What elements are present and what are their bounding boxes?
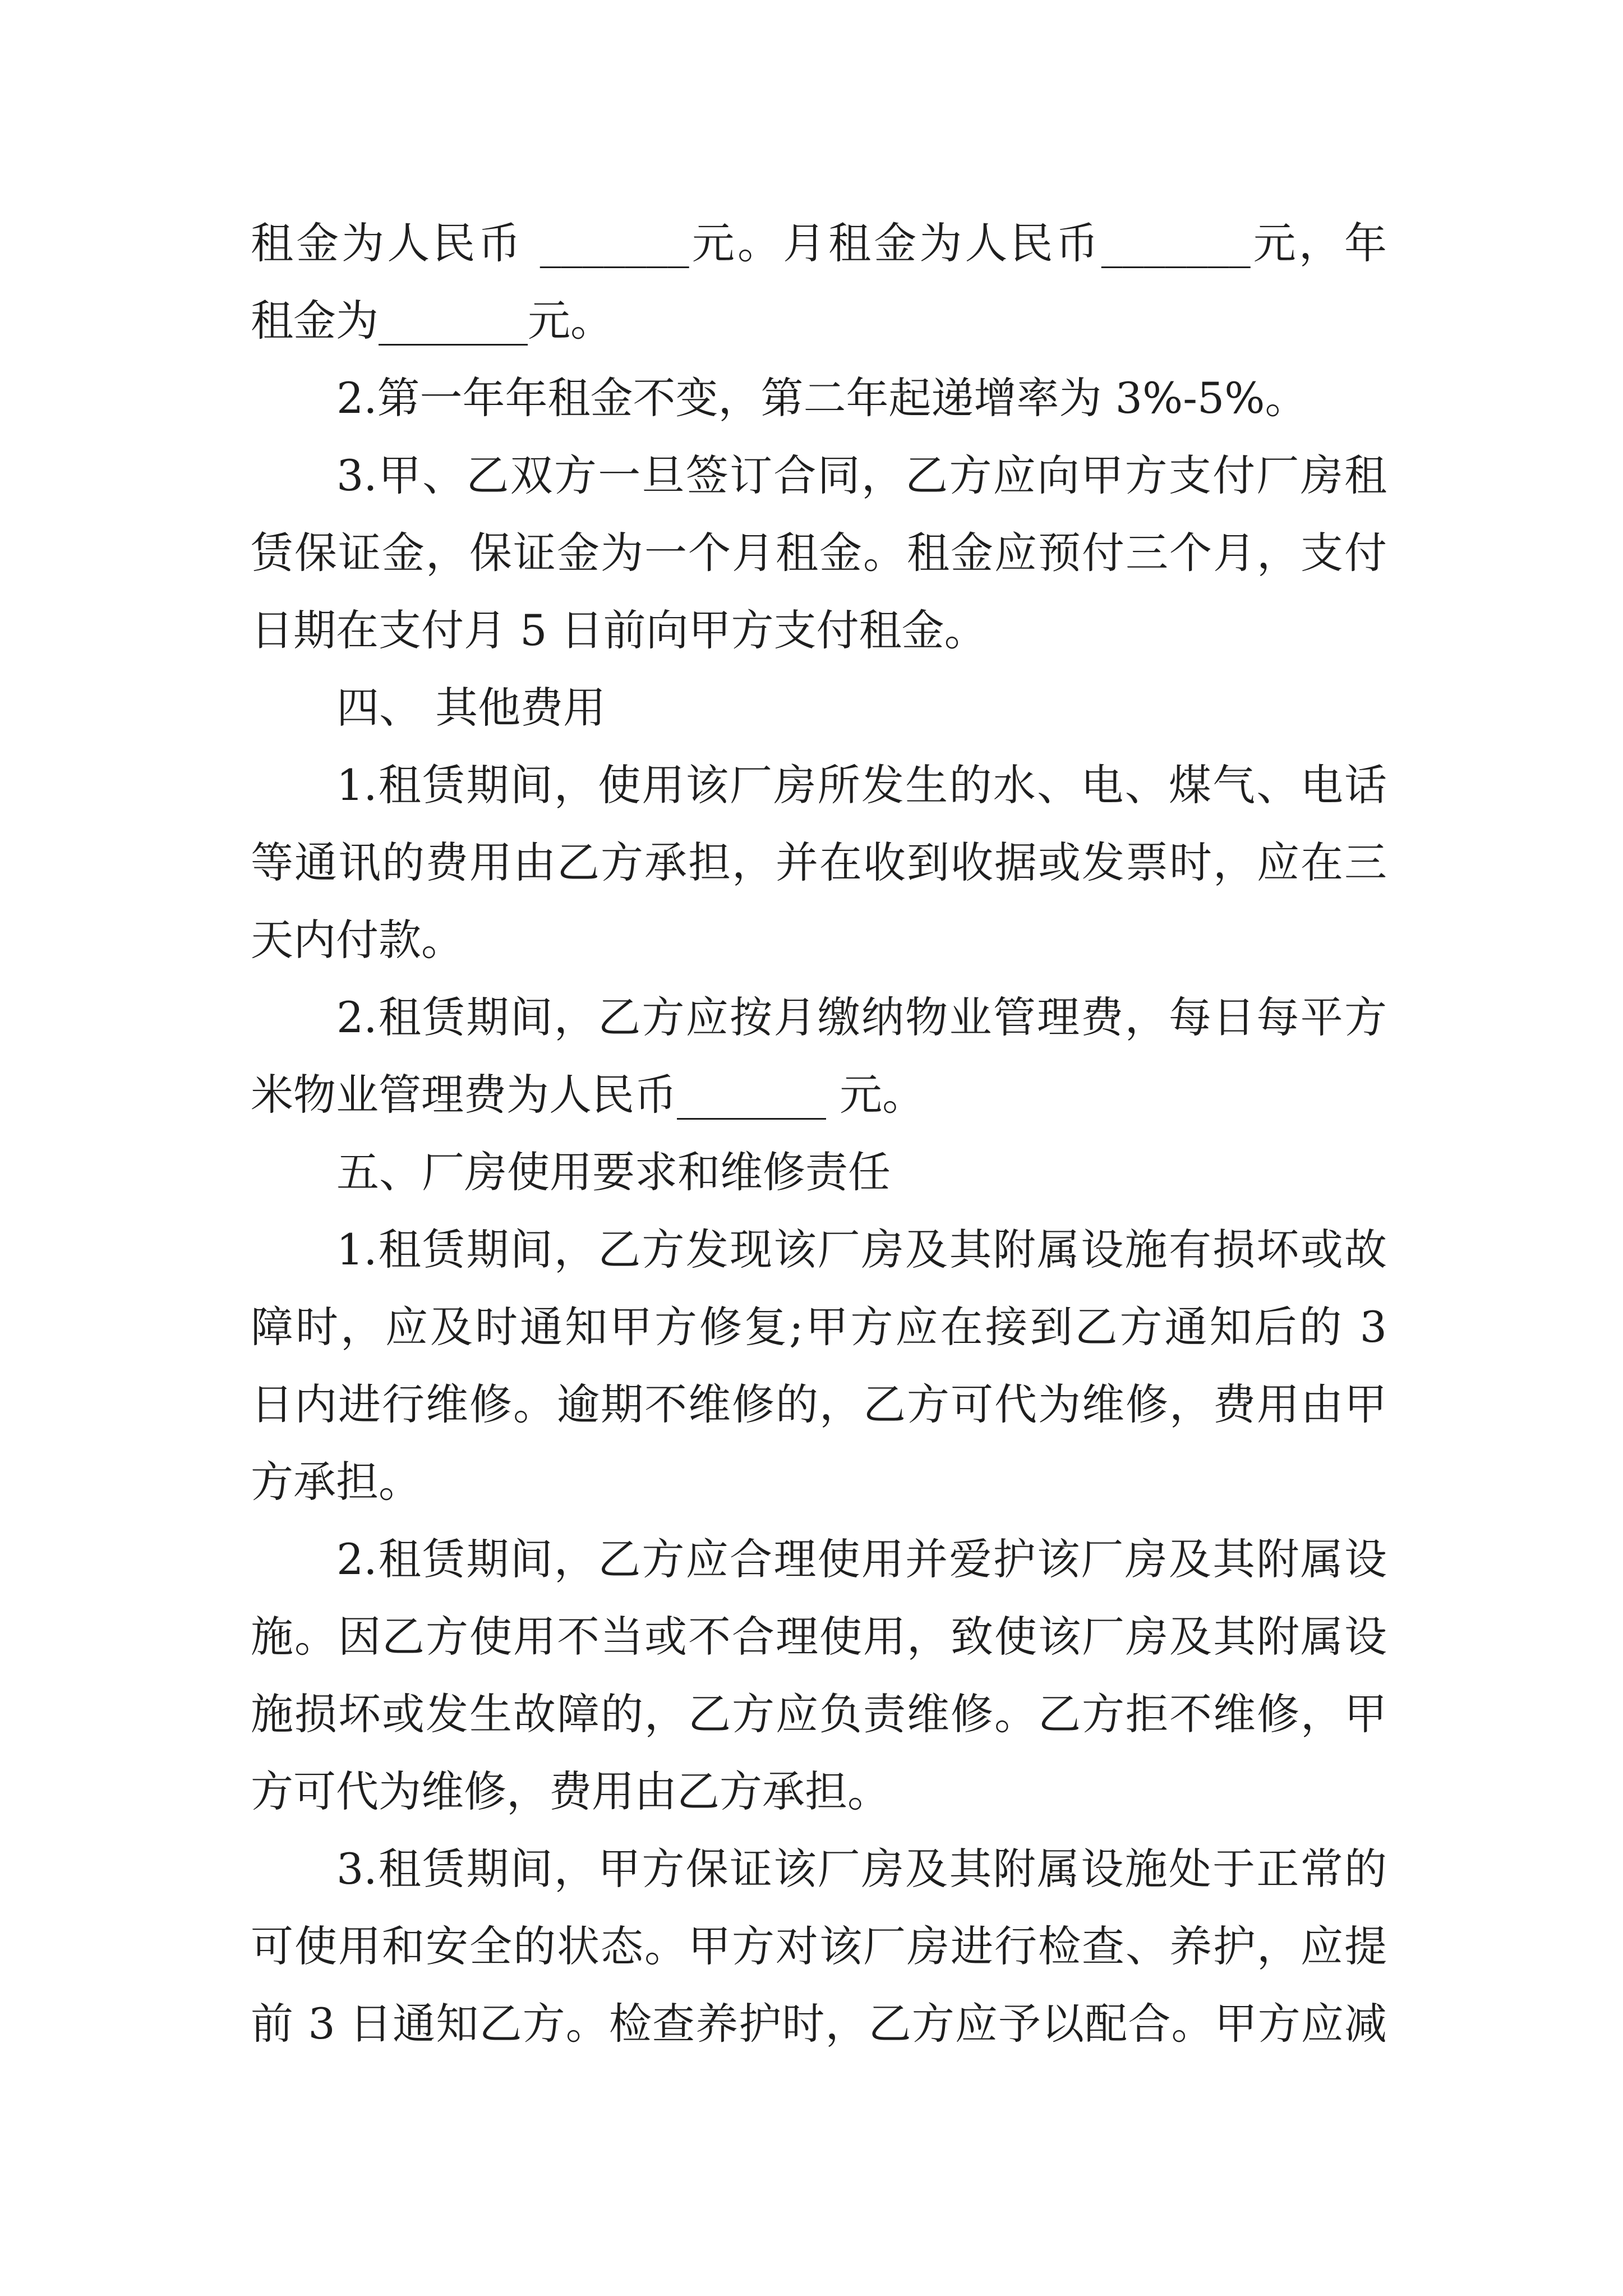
text-line: 1.租赁期间，使用该厂房所发生的水、电、煤气、电话	[336, 760, 1387, 810]
text-line: 施。因乙方使用不当或不合理使用，致使该厂房及其附属设	[251, 1612, 1387, 1662]
text-line: 租金为_______元。	[251, 296, 613, 346]
section-heading: 四、 其他费用	[336, 683, 606, 733]
text-line: 日内进行维修。逾期不维修的，乙方可代为维修，费用由甲	[251, 1379, 1387, 1429]
text-line: 2.租赁期间，乙方应合理使用并爱护该厂房及其附属设	[336, 1534, 1387, 1584]
text-line: 3.租赁期间，甲方保证该厂房及其附属设施处于正常的	[336, 1844, 1387, 1894]
text-line: 2.租赁期间，乙方应按月缴纳物业管理费，每日每平方	[336, 992, 1387, 1042]
text-line: 方可代为维修，费用由乙方承担。	[251, 1766, 890, 1816]
text-line: 租金为人民币 _______元。月租金为人民币_______元，年	[251, 218, 1387, 268]
text-line: 前 3 日通知乙方。检查养护时，乙方应予以配合。甲方应减	[251, 1999, 1387, 2049]
text-line: 1.租赁期间，乙方发现该厂房及其附属设施有损坏或故	[336, 1225, 1387, 1274]
text-line: 日期在支付月 5 日前向甲方支付租金。	[251, 605, 987, 655]
document-body	[251, 205, 1387, 2063]
text-line: 米物业管理费为人民币_______ 元。	[251, 1070, 925, 1120]
text-line: 天内付款。	[251, 915, 464, 965]
text-line: 可使用和安全的状态。甲方对该厂房进行检查、养护，应提	[251, 1921, 1387, 1971]
text-line: 方承担。	[251, 1457, 421, 1507]
text-line: 施损坏或发生故障的，乙方应负责维修。乙方拒不维修，甲	[251, 1689, 1387, 1739]
text-line: 3.甲、乙双方一旦签订合同，乙方应向甲方支付厂房租	[336, 450, 1387, 500]
section-heading: 五、厂房使用要求和维修责任	[336, 1147, 891, 1197]
text-line: 赁保证金，保证金为一个月租金。租金应预付三个月，支付	[251, 528, 1387, 578]
text-line: 等通讯的费用由乙方承担，并在收到收据或发票时，应在三	[251, 838, 1387, 887]
text-line: 2.第一年年租金不变，第二年起递增率为 3%-5%。	[336, 373, 1308, 423]
text-line: 障时，应及时通知甲方修复;甲方应在接到乙方通知后的 3	[251, 1302, 1387, 1352]
